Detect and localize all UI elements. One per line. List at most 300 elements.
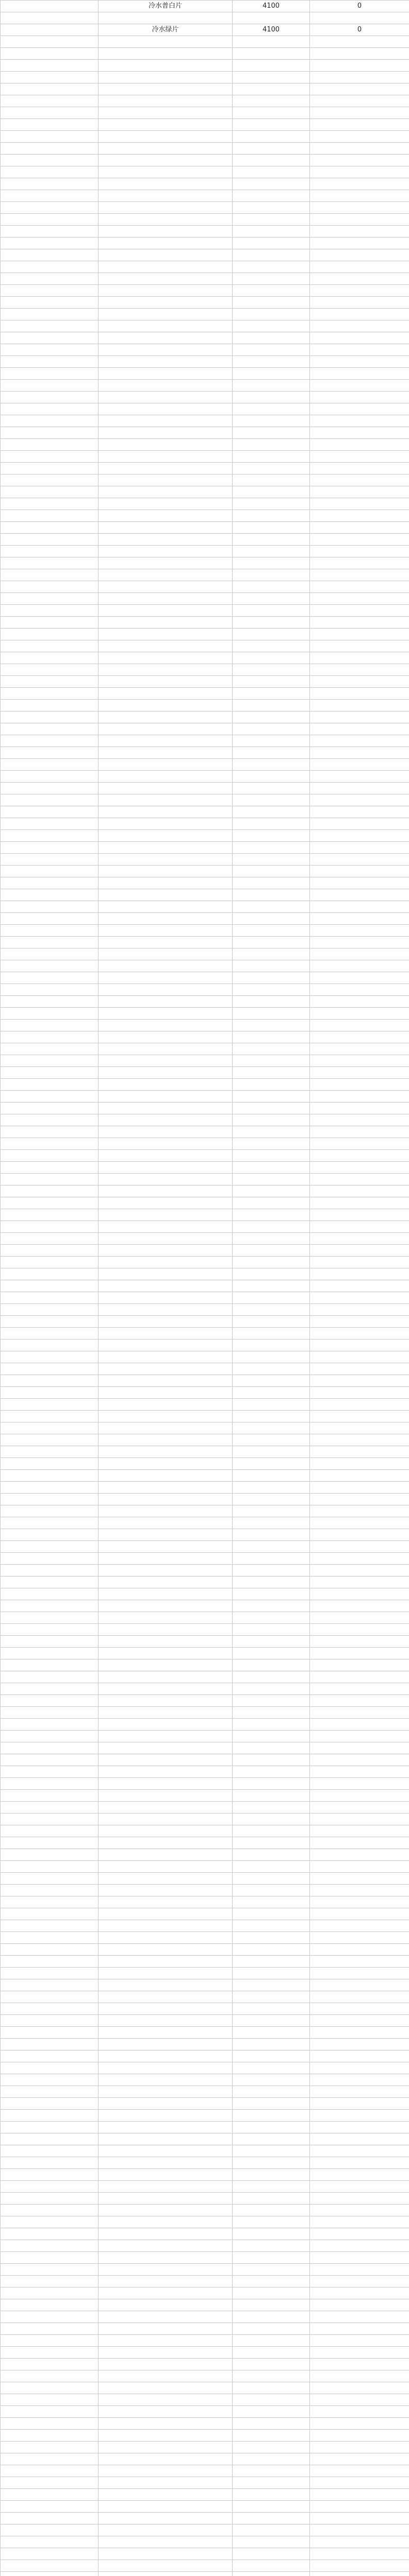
row-product-name <box>99 2169 233 2181</box>
row-price <box>233 783 310 794</box>
row-product-name <box>99 723 233 735</box>
row-price <box>233 1162 310 1174</box>
table-row <box>1 2501 409 2513</box>
row-product-name <box>99 2513 233 2524</box>
table-row <box>1 95 409 107</box>
row-product-name <box>99 711 233 723</box>
row-region <box>1 1588 99 1600</box>
row-price <box>233 72 310 83</box>
row-price <box>233 534 310 546</box>
row-change <box>310 48 409 60</box>
row-price <box>233 617 310 629</box>
row-region <box>1 1659 99 1671</box>
row-region <box>1 1790 99 1802</box>
row-region <box>1 95 99 107</box>
row-change <box>310 356 409 368</box>
row-change <box>310 1695 409 1707</box>
row-region <box>1 1861 99 1873</box>
row-price <box>233 60 310 72</box>
row-product-name: 冷水绿片 <box>99 24 233 36</box>
table-row <box>1 1588 409 1600</box>
row-change <box>310 1043 409 1055</box>
row-price <box>233 1600 310 1612</box>
table-row <box>1 866 409 877</box>
row-price <box>233 1221 310 1233</box>
row-price <box>233 1577 310 1588</box>
row-price <box>233 1470 310 1482</box>
row-change <box>310 1944 409 1956</box>
table-row <box>1 664 409 676</box>
row-change <box>310 2359 409 2370</box>
row-region <box>1 2418 99 2430</box>
row-product-name <box>99 735 233 747</box>
row-product-name <box>99 1885 233 1896</box>
row-change <box>310 2536 409 2548</box>
row-price <box>233 2027 310 2039</box>
row-change <box>310 427 409 439</box>
row-product-name <box>99 1316 233 1328</box>
row-price <box>233 830 310 842</box>
row-product-name <box>99 1126 233 1138</box>
table-row <box>1 1885 409 1896</box>
row-region <box>1 1920 99 1932</box>
row-region <box>1 2299 99 2311</box>
row-change <box>310 1885 409 1896</box>
row-region <box>1 581 99 593</box>
row-product-name <box>99 1185 233 1197</box>
row-change <box>310 320 409 332</box>
row-price <box>233 1505 310 1517</box>
table-row <box>1 1114 409 1126</box>
row-change <box>310 1659 409 1671</box>
row-region <box>1 1091 99 1103</box>
table-row <box>1 1790 409 1802</box>
row-product-name <box>99 1043 233 1055</box>
table-row <box>1 12 409 24</box>
table-row <box>1 190 409 202</box>
table-row <box>1 1292 409 1304</box>
row-change <box>310 700 409 711</box>
row-region <box>1 2453 99 2465</box>
table-row <box>1 1671 409 1683</box>
row-product-name <box>99 1221 233 1233</box>
table-row <box>1 818 409 830</box>
price-table-1-body <box>1 1 409 2576</box>
table-row <box>1 24 409 36</box>
table-row <box>1 427 409 439</box>
row-change <box>310 2477 409 2489</box>
row-region <box>1 1529 99 1541</box>
row-region <box>1 747 99 759</box>
row-change <box>310 1861 409 1873</box>
row-region <box>1 1719 99 1731</box>
row-region <box>1 356 99 368</box>
table-row <box>1 2027 409 2039</box>
row-change <box>310 866 409 877</box>
row-product-name <box>99 1790 233 1802</box>
table-row <box>1 1778 409 1790</box>
row-change <box>310 2394 409 2406</box>
table-row <box>1 1399 409 1411</box>
row-price <box>233 1754 310 1766</box>
row-region <box>1 2122 99 2133</box>
row-price <box>233 1683 310 1695</box>
row-change <box>310 1920 409 1932</box>
row-change <box>310 474 409 486</box>
row-change <box>310 759 409 771</box>
row-product-name <box>99 2122 233 2133</box>
row-product-name <box>99 344 233 356</box>
row-price <box>233 1114 310 1126</box>
row-change <box>310 332 409 344</box>
row-region <box>1 2003 99 2015</box>
row-price <box>233 143 310 155</box>
row-change <box>310 593 409 605</box>
row-price <box>233 901 310 913</box>
row-region <box>1 1375 99 1387</box>
row-product-name <box>99 854 233 866</box>
row-change <box>310 2015 409 2027</box>
table-row <box>1 1387 409 1399</box>
row-price <box>233 2335 310 2347</box>
row-region <box>1 2536 99 2548</box>
row-price <box>233 1375 310 1387</box>
table-row <box>1 652 409 664</box>
row-change <box>310 605 409 617</box>
row-product-name <box>99 889 233 901</box>
row-price <box>233 2050 310 2062</box>
row-price <box>233 676 310 688</box>
row-change <box>310 1731 409 1742</box>
row-change <box>310 2442 409 2453</box>
row-price <box>233 190 310 202</box>
row-region <box>1 1422 99 1434</box>
row-region <box>1 1802 99 1814</box>
table-row <box>1 486 409 498</box>
row-change <box>310 226 409 238</box>
table-row <box>1 1861 409 1873</box>
row-region <box>1 1636 99 1648</box>
table-row <box>1 700 409 711</box>
table-row <box>1 60 409 72</box>
table-row <box>1 2086 409 2098</box>
row-product-name <box>99 2430 233 2442</box>
row-region <box>1 937 99 948</box>
row-price <box>233 972 310 984</box>
row-change <box>310 1968 409 1979</box>
row-price <box>233 12 310 24</box>
row-product-name <box>99 285 233 297</box>
table-row <box>1 261 409 273</box>
table-row <box>1 1458 409 1470</box>
table-row <box>1 2477 409 2489</box>
row-product-name <box>99 925 233 937</box>
row-change <box>310 1529 409 1541</box>
table-row <box>1 1991 409 2003</box>
row-price <box>233 1742 310 1754</box>
row-region <box>1 1233 99 1245</box>
row-change <box>310 1565 409 1577</box>
row-change <box>310 261 409 273</box>
table-row <box>1 1814 409 1825</box>
row-region <box>1 2133 99 2145</box>
row-price <box>233 1861 310 1873</box>
row-change <box>310 2110 409 2122</box>
row-region <box>1 1174 99 1185</box>
row-product-name <box>99 2074 233 2086</box>
row-product-name <box>99 2489 233 2501</box>
row-product-name <box>99 1304 233 1316</box>
row-product-name <box>99 1979 233 1991</box>
row-product-name <box>99 1245 233 1257</box>
row-change <box>310 2027 409 2039</box>
row-product-name <box>99 2181 233 2193</box>
row-product-name <box>99 1766 233 1778</box>
row-price <box>233 226 310 238</box>
row-change <box>310 1114 409 1126</box>
table-row <box>1 1825 409 1837</box>
row-change <box>310 1873 409 1885</box>
row-region <box>1 1245 99 1257</box>
row-region <box>1 2430 99 2442</box>
row-price <box>233 2098 310 2110</box>
row-price <box>233 1671 310 1683</box>
table-row <box>1 522 409 534</box>
row-product-name <box>99 830 233 842</box>
row-region <box>1 2347 99 2359</box>
row-price <box>233 569 310 581</box>
row-product-name <box>99 155 233 166</box>
row-product-name <box>99 652 233 664</box>
row-change <box>310 2430 409 2442</box>
row-change <box>310 1387 409 1399</box>
row-region <box>1 1257 99 1268</box>
table-row <box>1 1600 409 1612</box>
row-price <box>233 1979 310 1991</box>
table-row <box>1 166 409 178</box>
row-price <box>233 1790 310 1802</box>
row-region <box>1 1446 99 1458</box>
table-row <box>1 972 409 984</box>
row-product-name <box>99 1577 233 1588</box>
row-price <box>233 1802 310 1814</box>
row-region <box>1 1896 99 1908</box>
row-price <box>233 1304 310 1316</box>
row-change <box>310 2489 409 2501</box>
table-row <box>1 605 409 617</box>
row-change <box>310 1292 409 1304</box>
row-change <box>310 1636 409 1648</box>
row-change <box>310 1020 409 1031</box>
row-product-name <box>99 2039 233 2050</box>
row-region <box>1 1150 99 1162</box>
table-row <box>1 1375 409 1387</box>
table-row <box>1 1174 409 1185</box>
row-price <box>233 2193 310 2205</box>
table-row <box>1 1742 409 1754</box>
row-price <box>233 2477 310 2489</box>
row-change <box>310 238 409 249</box>
row-region <box>1 166 99 178</box>
table-row <box>1 238 409 249</box>
row-product-name <box>99 2359 233 2370</box>
row-product-name <box>99 2347 233 2359</box>
row-change <box>310 403 409 415</box>
row-change <box>310 1280 409 1292</box>
row-region <box>1 1209 99 1221</box>
row-region <box>1 2157 99 2169</box>
row-region <box>1 83 99 95</box>
row-region <box>1 273 99 285</box>
table-row <box>1 1304 409 1316</box>
row-price <box>233 1185 310 1197</box>
row-change <box>310 794 409 806</box>
table-row <box>1 202 409 214</box>
row-price <box>233 1292 310 1304</box>
table-row <box>1 557 409 569</box>
row-product-name <box>99 605 233 617</box>
row-product-name <box>99 1636 233 1648</box>
row-region <box>1 925 99 937</box>
row-change <box>310 72 409 83</box>
row-product-name <box>99 1837 233 1849</box>
row-change <box>310 2335 409 2347</box>
row-product-name <box>99 1482 233 1494</box>
row-change <box>310 1174 409 1185</box>
row-product-name <box>99 83 233 95</box>
table-row <box>1 984 409 996</box>
table-row <box>1 510 409 522</box>
row-product-name <box>99 913 233 925</box>
row-price <box>233 1873 310 1885</box>
row-change <box>310 143 409 155</box>
row-region <box>1 2548 99 2560</box>
row-price <box>233 380 310 392</box>
row-product-name <box>99 2548 233 2560</box>
row-change <box>310 901 409 913</box>
row-region <box>1 2205 99 2216</box>
row-region <box>1 2394 99 2406</box>
row-change <box>310 2370 409 2382</box>
row-region <box>1 1553 99 1565</box>
row-price <box>233 605 310 617</box>
table-row <box>1 2039 409 2050</box>
row-region <box>1 806 99 818</box>
table-row <box>1 629 409 640</box>
row-change <box>310 2323 409 2335</box>
table-row <box>1 2205 409 2216</box>
table-row <box>1 569 409 581</box>
row-product-name <box>99 1020 233 1031</box>
table-row <box>1 1 409 12</box>
row-price <box>233 2003 310 2015</box>
row-product-name <box>99 794 233 806</box>
row-product-name <box>99 1197 233 1209</box>
row-region <box>1 617 99 629</box>
table-row <box>1 2098 409 2110</box>
row-change <box>310 1363 409 1375</box>
row-product-name <box>99 2335 233 2347</box>
row-region <box>1 723 99 735</box>
table-row <box>1 771 409 783</box>
table-row <box>1 806 409 818</box>
row-product-name <box>99 664 233 676</box>
row-price <box>233 629 310 640</box>
row-change <box>310 297 409 309</box>
row-region <box>1 1494 99 1505</box>
row-region <box>1 1138 99 1150</box>
row-price <box>233 2240 310 2252</box>
row-product-name <box>99 1754 233 1766</box>
table-row <box>1 688 409 700</box>
table-row <box>1 2074 409 2086</box>
row-region <box>1 2287 99 2299</box>
row-region <box>1 913 99 925</box>
row-region <box>1 1020 99 1031</box>
row-region <box>1 1612 99 1624</box>
row-product-name <box>99 403 233 415</box>
row-product-name <box>99 2406 233 2418</box>
row-price <box>233 238 310 249</box>
row-region <box>1 1968 99 1979</box>
row-change <box>310 581 409 593</box>
row-price <box>233 356 310 368</box>
row-region <box>1 676 99 688</box>
row-product-name <box>99 178 233 190</box>
row-product-name <box>99 1494 233 1505</box>
row-region <box>1 474 99 486</box>
table-row <box>1 1517 409 1529</box>
table-row <box>1 1470 409 1482</box>
row-price <box>233 1719 310 1731</box>
row-price <box>233 1363 310 1375</box>
row-price <box>233 1150 310 1162</box>
row-product-name <box>99 1351 233 1363</box>
row-change <box>310 1814 409 1825</box>
row-region <box>1 1577 99 1588</box>
row-region <box>1 1873 99 1885</box>
table-row <box>1 1731 409 1742</box>
table-row <box>1 2050 409 2062</box>
row-change <box>310 1185 409 1197</box>
table-row <box>1 534 409 546</box>
row-price <box>233 415 310 427</box>
row-region <box>1 1505 99 1517</box>
row-region <box>1 486 99 498</box>
row-region <box>1 901 99 913</box>
table-row <box>1 2252 409 2264</box>
row-price <box>233 2252 310 2264</box>
row-product-name <box>99 202 233 214</box>
row-price <box>233 297 310 309</box>
table-row <box>1 1707 409 1719</box>
row-price <box>233 2110 310 2122</box>
row-change <box>310 984 409 996</box>
row-price <box>233 1067 310 1079</box>
table-row <box>1 1553 409 1565</box>
row-region <box>1 12 99 24</box>
row-region <box>1 1825 99 1837</box>
row-change <box>310 1505 409 1517</box>
table-row <box>1 1659 409 1671</box>
table-row <box>1 901 409 913</box>
table-row <box>1 735 409 747</box>
row-price <box>233 1268 310 1280</box>
row-region <box>1 380 99 392</box>
row-price <box>233 1849 310 1861</box>
row-product-name <box>99 1778 233 1790</box>
row-price <box>233 1197 310 1209</box>
